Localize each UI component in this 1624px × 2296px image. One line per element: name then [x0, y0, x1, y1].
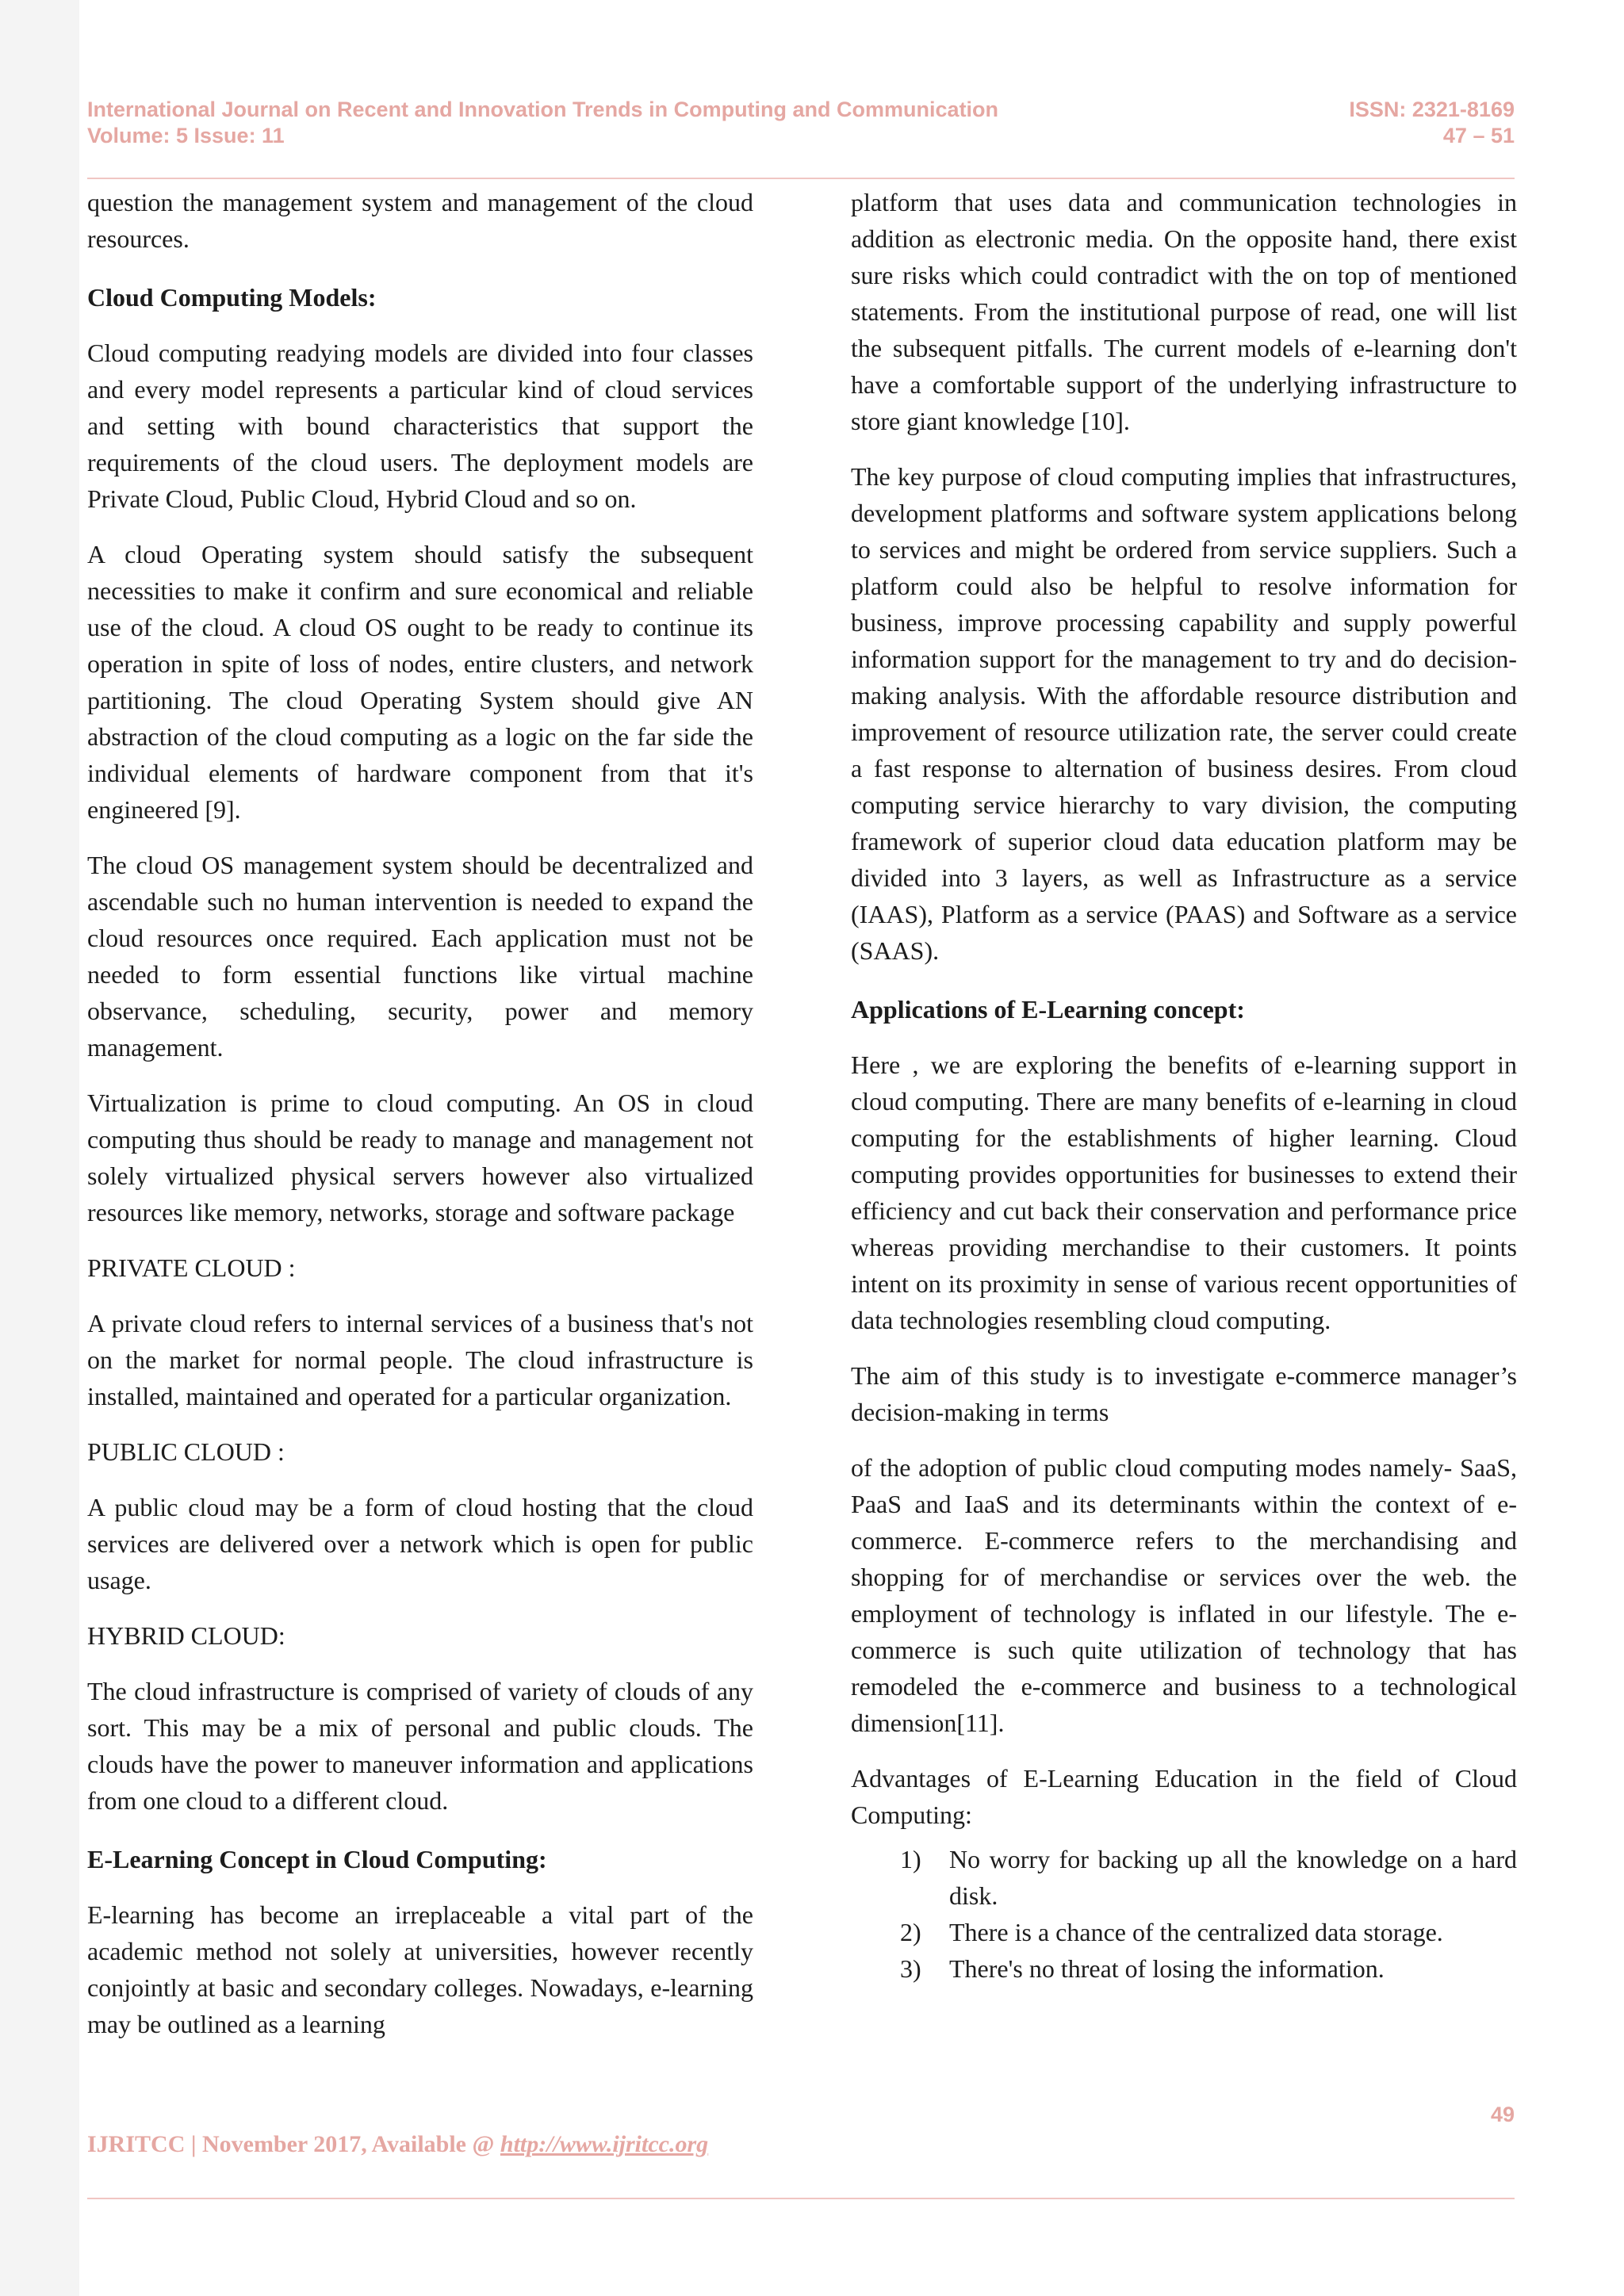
footer-text: IJRITCC | November 2017, Available @ [87, 2131, 500, 2157]
right-column [851, 184, 1517, 1987]
footer-divider [87, 2198, 1515, 2199]
issn: ISSN: 2321-8169 [1349, 98, 1515, 121]
list-text: No worry for backing up all the knowledge on a hard disk. [949, 1845, 1517, 1910]
paragraph: The aim of this study is to investigate e-commerce manager’s decision-making in terms [851, 1361, 1517, 1426]
paragraph: The cloud OS management system should be decentralized and ascendable such no human intervention is needed to expand the cloud resources once required. Each application must not be needed to form essential functions like virtual machine observance, scheduling, security, power and memory management. [87, 851, 753, 1062]
list-item [851, 1841, 1517, 1914]
paragraph: Cloud computing readying models are divided into four classes and every model represents a particular kind of cloud services and setting with bound characteristics that support the requirements of the cloud users. The deployment models are Private Cloud, Public Cloud, Hybrid Cloud and so on. [87, 339, 753, 513]
subheading-private-cloud: PRIVATE CLOUD : [87, 1253, 296, 1282]
volume-issue: Volume: 5 Issue: 11 [87, 124, 285, 147]
list-number: 3) [900, 1954, 921, 1983]
page-number: 49 [1490, 2103, 1515, 2126]
page-range: 47 – 51 [1442, 124, 1515, 147]
paragraph: Here , we are exploring the benefits of e-learning support in cloud computing. There are many benefits of e-learning in cloud computing for the establishments of higher learning. Cloud computing provides opportunities for businesses to extend their efficiency and cut back their conservation and performance price whereas providing merchandise to their customers. It points intent on its proximity in sense of various recent opportunities of data technologies resembling cloud computing. [851, 1050, 1517, 1334]
paragraph: The key purpose of cloud computing implies that infrastructures, development platforms and software system applications belong to services and might be ordered from service suppliers. Such a platform could also be helpful to resolve information for business, improve processing capability and supply powerful information support for the management to try and do decision-making analysis. With the affordable resource distribution and improvement of resource utilization rate, the server could create a fast response to alternation of business desires. From cloud computing service hierarchy to vary division, the computing framework of superior cloud data education platform may be divided into 3 layers, as well as Infrastructure as a service (IAAS), Platform as a service (PAAS) and Software as a service (SAAS). [851, 462, 1517, 965]
paper-page [79, 0, 1624, 2296]
paragraph: question the management system and management of the cloud resources. [87, 188, 753, 253]
page-header [87, 97, 1515, 160]
paragraph: E-learning has become an irreplaceable a vital part of the academic method not solely at universities, however recently conjointly at basic and secondary colleges. Nowadays, e-learning may be outlined as a learning [87, 1900, 753, 2038]
paragraph: Virtualization is prime to cloud computing. An OS in cloud computing thus should be ready to manage and management not solely virtualized physical servers however also virtualized resources like memory, networks, storage and software package [87, 1089, 753, 1226]
paragraph: Advantages of E-Learning Education in the field of Cloud Computing: [851, 1764, 1517, 1829]
list-text: There is a chance of the centralized data storage. [949, 1918, 1443, 1946]
list-item [851, 1950, 1517, 1987]
left-column [87, 184, 753, 2042]
section-heading: E-Learning Concept in Cloud Computing: [87, 1845, 547, 1873]
paragraph: The cloud infrastructure is comprised of variety of clouds of any sort. This may be a mix of personal and public clouds. The clouds have the power to maneuver information and applications from one cloud to a different cloud. [87, 1677, 753, 1815]
subheading-public-cloud: PUBLIC CLOUD : [87, 1437, 285, 1466]
list-text: There's no threat of losing the information. [949, 1954, 1385, 1983]
journal-title: International Journal on Recent and Innovation Trends in Computing and Communication [87, 98, 999, 121]
header-divider [87, 178, 1515, 179]
paragraph: A public cloud may be a form of cloud hosting that the cloud services are delivered over a network which is open for public usage. [87, 1493, 753, 1594]
page-footer [87, 2131, 708, 2158]
subheading-hybrid-cloud: HYBRID CLOUD: [87, 1621, 285, 1650]
section-heading: Applications of E-Learning concept: [851, 995, 1245, 1024]
paragraph: A private cloud refers to internal services of a business that's not on the market for normal people. The cloud infrastructure is installed, maintained and operated for a particular organization. [87, 1309, 753, 1410]
paragraph: platform that uses data and communication technologies in addition as electronic media. On the opposite hand, there exist sure risks which could contradict with the on top of mentioned statements. From the institutional purpose of read, one will list the subsequent pitfalls. The current models of e-learning don't have a comfortable support of the underlying infrastructure to store giant knowledge [10]. [851, 188, 1517, 435]
advantages-list [851, 1841, 1517, 1987]
section-heading: Cloud Computing Models: [87, 283, 377, 312]
journal-link[interactable]: http://www.ijritcc.org [500, 2131, 709, 2157]
list-number: 1) [900, 1845, 921, 1873]
paragraph: of the adoption of public cloud computing modes namely- SaaS, PaaS and IaaS and its determinants within the context of e-commerce. E-commerce refers to the merchandising and shopping for of merchandise or services over the web. the employment of technology is inflated in our lifestyle. The e-commerce is such quite utilization of technology that has remodeled the e-commerce and business to a technological dimension[11]. [851, 1453, 1517, 1737]
list-number: 2) [900, 1918, 921, 1946]
list-item [851, 1914, 1517, 1950]
paragraph: A cloud Operating system should satisfy the subsequent necessities to make it confirm and sure economical and reliable use of the cloud. A cloud OS ought to be ready to continue its operation in spite of loss of nodes, entire clusters, and network partitioning. The cloud Operating System should give AN abstraction of the cloud computing as a logic on the far side the individual elements of hardware component from that it's engineered [9]. [87, 540, 753, 824]
